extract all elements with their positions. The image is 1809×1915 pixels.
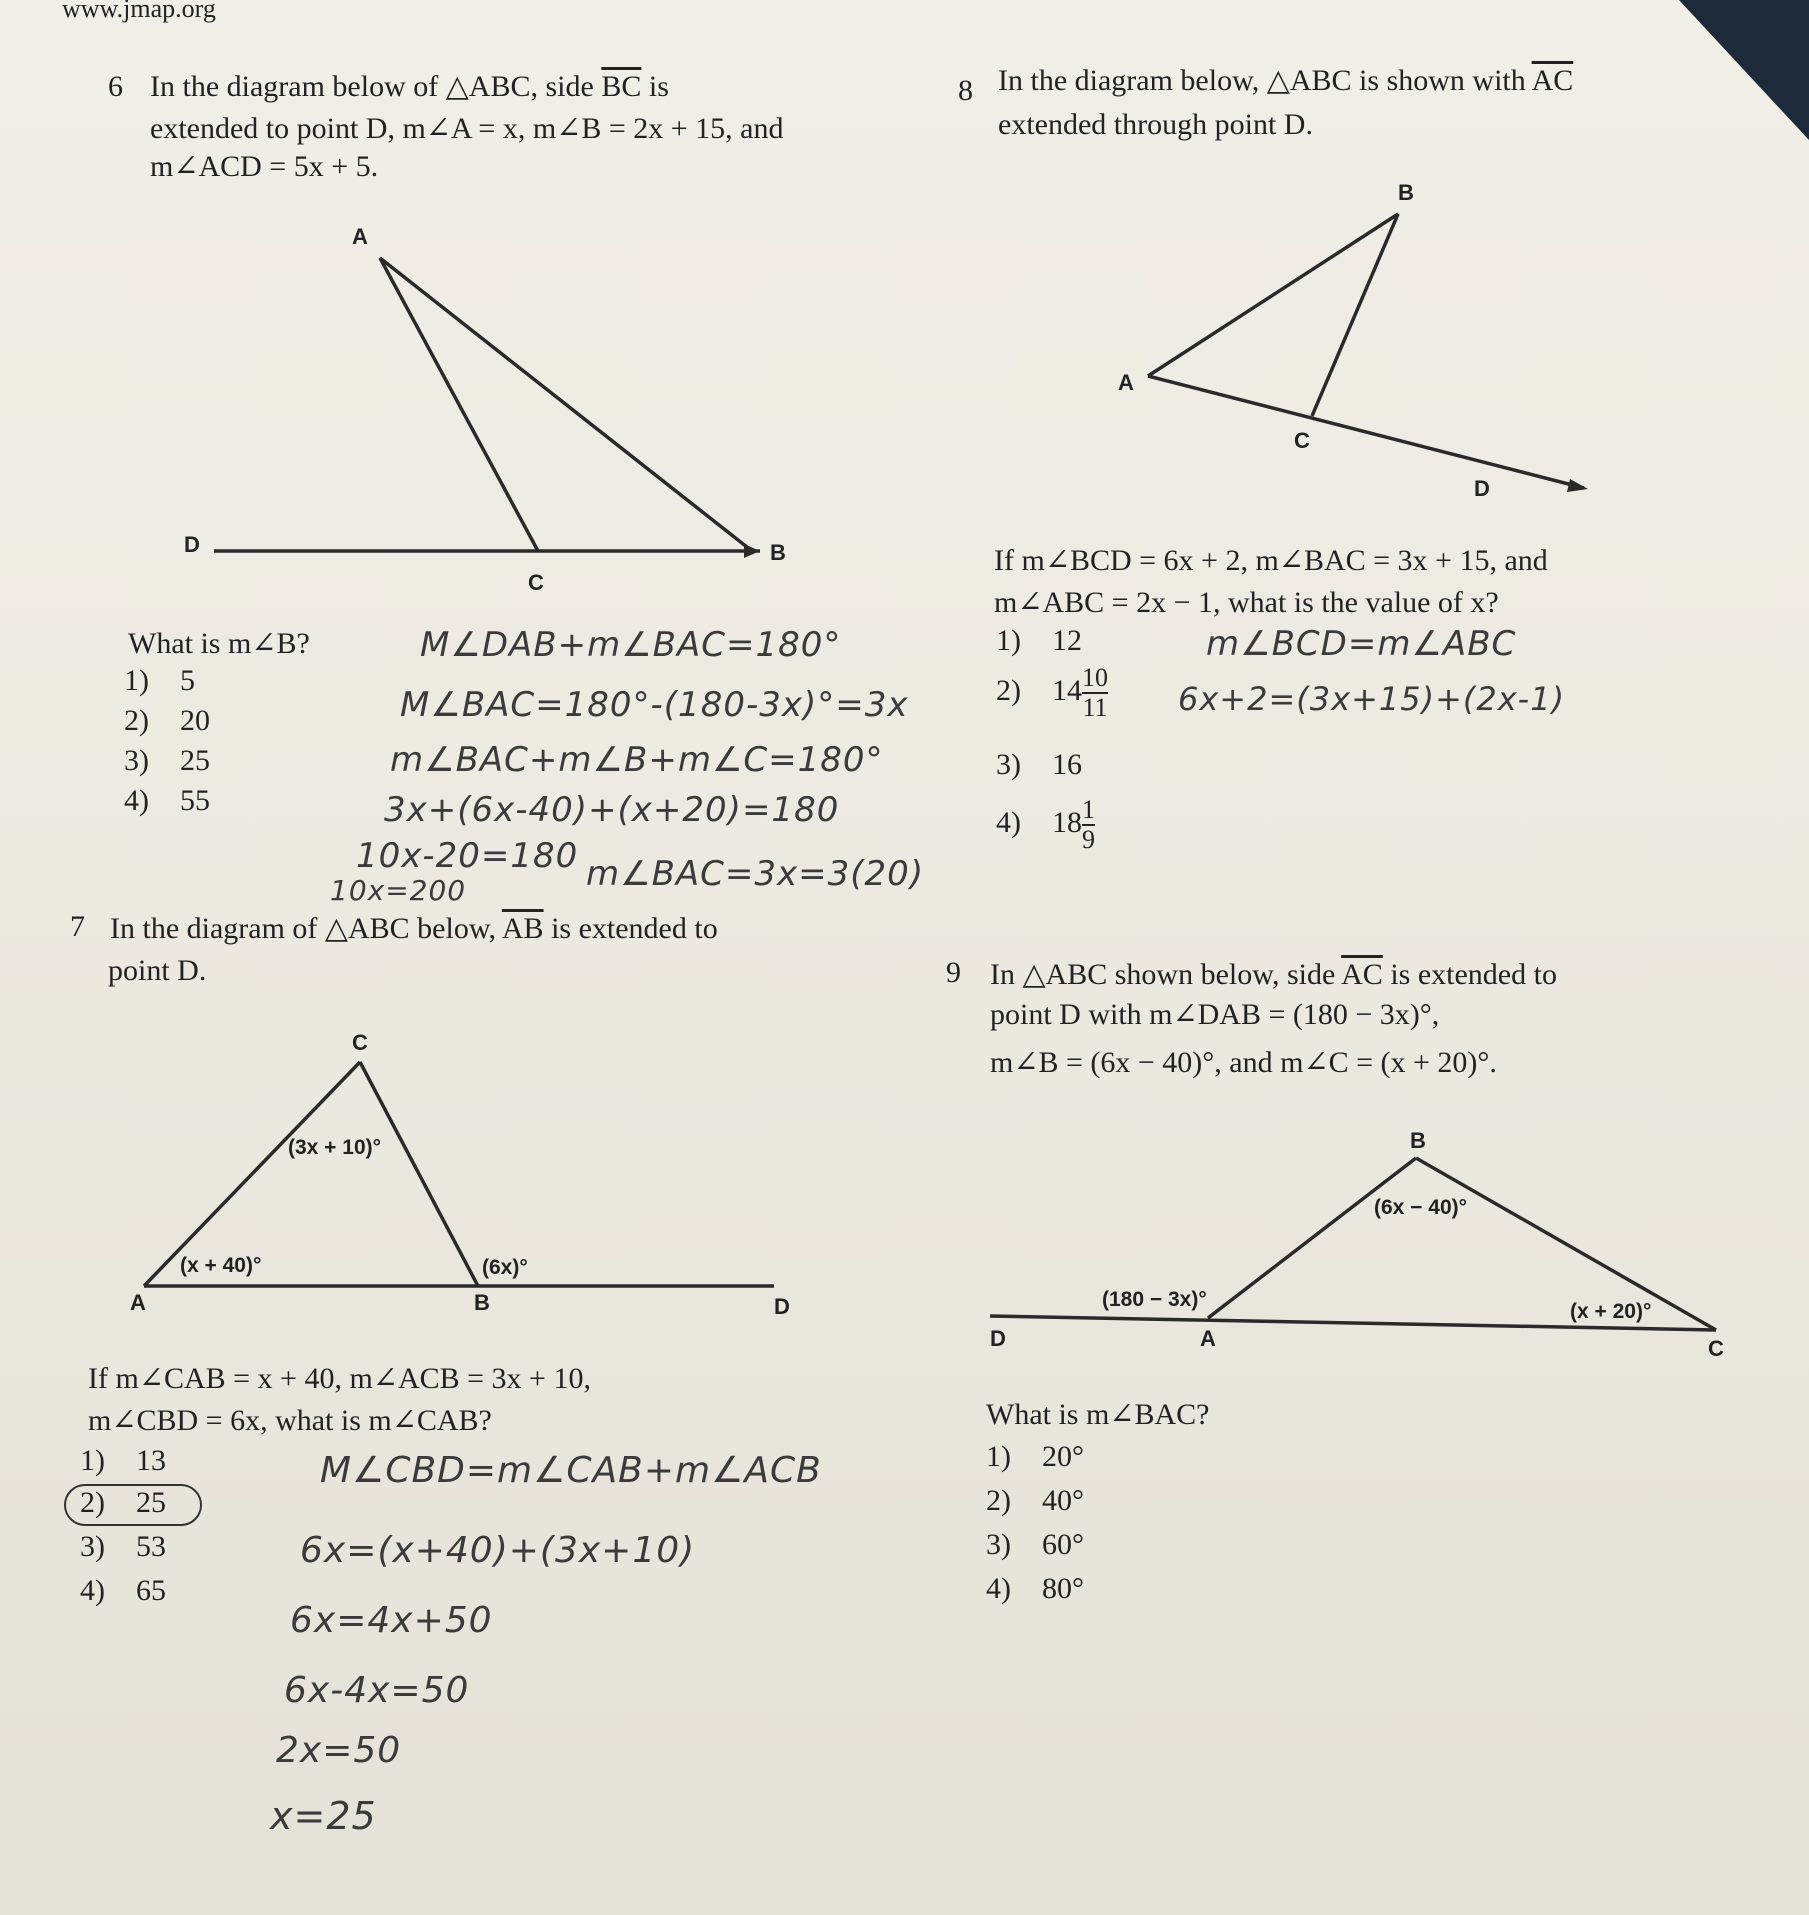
q9-question: What is m∠BAC?	[986, 1398, 1210, 1431]
q6-choice-2[interactable]: 2) 20	[124, 704, 210, 737]
q6-line3: m∠ACD = 5x + 5.	[150, 150, 379, 183]
q9-label-d: D	[990, 1326, 1006, 1351]
q8-choice-3[interactable]: 3) 16	[996, 748, 1082, 781]
q6-choice-4[interactable]: 4) 55	[124, 784, 210, 817]
q6-label-b: B	[770, 540, 786, 565]
q6-label-d: D	[184, 532, 200, 557]
q6-line2: extended to point D, m∠A = x, m∠B = 2x + 15, and	[150, 112, 784, 145]
q7-choice-4[interactable]: 4) 65	[80, 1574, 166, 1607]
q6-work-6: 10x=200	[330, 874, 467, 907]
q9-line3: m∠B = (6x − 40)°, and m∠C = (x + 20)°.	[990, 1046, 1497, 1079]
q7-work-3: 6x=4x+50	[290, 1600, 493, 1641]
q6-line1: In the diagram below of △ABC, side $\overline{BC}$ is	[150, 70, 669, 103]
q6-number: 6	[108, 70, 123, 103]
q9-choice-2[interactable]: 2) 40°	[986, 1484, 1084, 1517]
q9-angle-c: (x + 20)°	[1570, 1300, 1652, 1323]
q7-work-1: M∠CBD=m∠CAB+m∠ACB	[320, 1450, 822, 1491]
q6-choice-3[interactable]: 3) 25	[124, 744, 210, 777]
q7-angle-a: (x + 40)°	[180, 1254, 262, 1277]
q6-label-a: A	[352, 224, 368, 249]
q8-choice-4[interactable]: 4) 18 $\frac{1}{9}$	[996, 795, 1095, 854]
q7-work-4: 6x-4x=50	[284, 1670, 470, 1711]
q8-choice-1[interactable]: 1) 12	[996, 624, 1082, 657]
q9-line1: In △ABC shown below, side $\overline{AC}$ is extended to	[990, 958, 1557, 991]
q7-label-b: B	[474, 1290, 490, 1315]
q7-label-d: D	[774, 1294, 790, 1319]
q7-angle-c: (3x + 10)°	[288, 1136, 382, 1159]
source-url: www.jmap.org	[62, 0, 216, 23]
q7-choice-1[interactable]: 1) 13	[80, 1444, 166, 1477]
q6-work-7: m∠BAC=3x=3(20)	[586, 854, 925, 894]
q7-label-c: C	[352, 1030, 368, 1055]
q6-work-4: 3x+(6x-40)+(x+20)=180	[384, 790, 840, 830]
q7-work-6: x=25	[270, 1794, 377, 1838]
q6-work-1: M∠DAB+m∠BAC=180°	[420, 625, 842, 665]
q7-work-5: 2x=50	[276, 1730, 402, 1771]
q8-number: 8	[958, 74, 973, 107]
q7-line2: point D.	[108, 954, 207, 987]
q9-label-c: C	[1708, 1336, 1724, 1361]
q8-work-2: 6x+2=(3x+15)+(2x-1)	[1178, 680, 1566, 718]
q9-number: 9	[946, 956, 961, 989]
q9-angle-b: (6x − 40)°	[1374, 1196, 1468, 1219]
q9-angle-a: (180 − 3x)°	[1102, 1288, 1207, 1311]
q7-condition-1: If m∠CAB = x + 40, m∠ACB = 3x + 10,	[88, 1362, 591, 1395]
q6-question: What is m∠B?	[128, 627, 310, 660]
q9-choice-4[interactable]: 4) 80°	[986, 1572, 1084, 1605]
q8-line2: extended through point D.	[998, 108, 1313, 141]
q6-label-c: C	[528, 570, 544, 595]
q6-work-5: 10x-20=180	[356, 836, 579, 876]
q7-choice-2[interactable]: 2) 25	[80, 1486, 166, 1519]
q8-work-1: m∠BCD=m∠ABC	[1206, 624, 1517, 664]
q9-label-a: A	[1200, 1326, 1216, 1351]
q9-choice-1[interactable]: 1) 20°	[986, 1440, 1084, 1473]
q7-choice-3[interactable]: 3) 53	[80, 1530, 166, 1563]
q8-label-a: A	[1118, 370, 1134, 395]
q8-line1: In the diagram below, △ABC is shown with $\overline{AC}$	[998, 64, 1574, 97]
q7-line1: In the diagram of △ABC below, $\overline{AB}$ is extended to	[110, 912, 718, 945]
q7-number: 7	[70, 910, 85, 943]
q8-choice-2[interactable]: 2) 14 $\frac{10}{11}$	[996, 663, 1108, 722]
q7-work-2: 6x=(x+40)+(3x+10)	[300, 1530, 696, 1571]
q7-angle-b: (6x)°	[482, 1256, 528, 1279]
q8-label-b: B	[1398, 180, 1414, 205]
q8-label-d: D	[1474, 476, 1490, 501]
q7-label-a: A	[130, 1290, 146, 1315]
q7-condition-2: m∠CBD = 6x, what is m∠CAB?	[88, 1404, 492, 1437]
q8-label-c: C	[1294, 428, 1310, 453]
q6-work-2: M∠BAC=180°-(180-3x)°=3x	[400, 685, 909, 725]
q9-label-b: B	[1410, 1128, 1426, 1153]
q9-choice-3[interactable]: 3) 60°	[986, 1528, 1084, 1561]
q9-line2: point D with m∠DAB = (180 − 3x)°,	[990, 998, 1440, 1031]
q6-work-3: m∠BAC+m∠B+m∠C=180°	[390, 740, 884, 780]
q8-condition-1: If m∠BCD = 6x + 2, m∠BAC = 3x + 15, and	[994, 544, 1548, 577]
q6-choice-1[interactable]: 1) 5	[124, 664, 195, 697]
q8-condition-2: m∠ABC = 2x − 1, what is the value of x?	[994, 586, 1499, 619]
